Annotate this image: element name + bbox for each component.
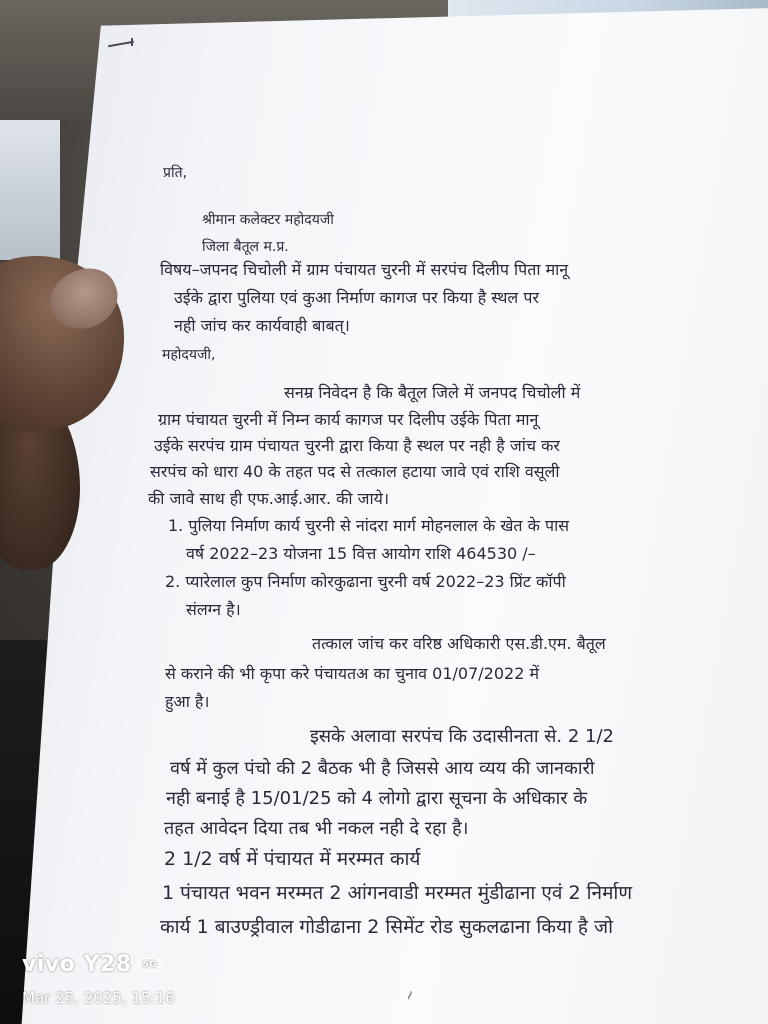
subject-line-1: विषय–जपनद चिचोली में ग्राम पंचायत चुरनी में सरपंच दिलीप पिता मानू [160, 260, 569, 279]
watermark-brand [22, 952, 175, 977]
subject-line-2: उईके द्वारा पुलिया एवं कुआ निर्माण कागज पर किया है स्थल पर [174, 288, 539, 307]
bottom-scribble: ~ [401, 987, 420, 1004]
list-item-2-line-1: 2. प्यारेलाल कुप निर्माण कोरकुढाना चुरनी वर्ष 2022–23 प्रिंट कॉपी [165, 572, 566, 591]
para3-line-4: तहत आवेदन दिया तब भी नकल नही दे रहा है। [164, 818, 469, 839]
para3-line-3: नही बनाई है 15/01/25 को 4 लोगो द्वारा सूचना के अधिकार के [166, 788, 588, 809]
watermark-5g-badge: 5G [138, 958, 163, 972]
addressee-line-1: श्रीमान कलेक्टर महोदयजी [202, 212, 334, 228]
para4-line-2: 1 पंचायत भवन मरम्मत 2 आंगनवाडी मरम्मत मुंडीढाना एवं 2 निर्माण [162, 882, 633, 904]
para1-line-5: की जावे साथ ही एफ.आई.आर. की जाये। [148, 489, 390, 508]
para4-line-3: कार्य 1 बाउण्ड्रीवाल गोडीढाना 2 सिमेंट रोड सुकलढाना किया है जो [160, 916, 614, 938]
camera-watermark [22, 952, 175, 1007]
watermark-brand-text: vivo Y28 [22, 952, 132, 977]
para4-line-1: 2 1/2 वर्ष में पंचायत में मरम्मत कार्य [164, 848, 421, 870]
para1-line-2: ग्राम पंचायत चुरनी में निम्न कार्य कागज पर दिलीप उईके पिता मानू [158, 410, 539, 429]
para1-line-3: उईके सरपंच ग्राम पंचायत चुरनी द्वारा किया है स्थल पर नही है जांच कर [154, 436, 560, 455]
para1-line-1: सनम्र निवेदन है कि बैतूल जिले में जनपद चिचोली में [284, 383, 581, 402]
addressee-line-2: जिला बैतूल म.प्र. [202, 239, 289, 255]
para2-line-1: तत्काल जांच कर वरिष्ठ अधिकारी एस.डी.एम. बैतूल [312, 634, 606, 653]
para2-line-3: हुआ है। [165, 692, 210, 711]
subject-line-3: नही जांच कर कार्यवाही बाबत्। [174, 316, 350, 335]
para3-line-2: वर्ष में कुल पंचो की 2 बैठक भी है जिससे आय व्यय की जानकारी [170, 758, 595, 779]
salutation-to: प्रति, [163, 165, 188, 181]
list-item-1-line-1: 1. पुलिया निर्माण कार्य चुरनी से नांदरा मार्ग मोहनलाल के खेत के पास [168, 516, 570, 535]
para2-line-2: से कराने की भी कृपा करे पंचायतअ का चुनाव 01/07/2022 में [165, 664, 540, 683]
greeting: महोदयजी, [162, 347, 216, 363]
background-cloth [0, 120, 60, 260]
pen-mark-tick [131, 38, 133, 46]
list-item-1-line-2: वर्ष 2022–23 योजना 15 वित्त आयोग राशि 464530 /– [186, 544, 536, 563]
para3-line-1: इसके अलावा सरपंच कि उदासीनता से. 2 1/2 [310, 726, 614, 747]
para1-line-4: सरपंच को धारा 40 के तहत पद से तत्काल हटाया जावे एवं राशि वसूली [150, 462, 560, 481]
watermark-datetime: Mar 25, 2025, 15:16 [22, 989, 175, 1007]
list-item-2-line-2: संलग्न है। [186, 600, 241, 619]
